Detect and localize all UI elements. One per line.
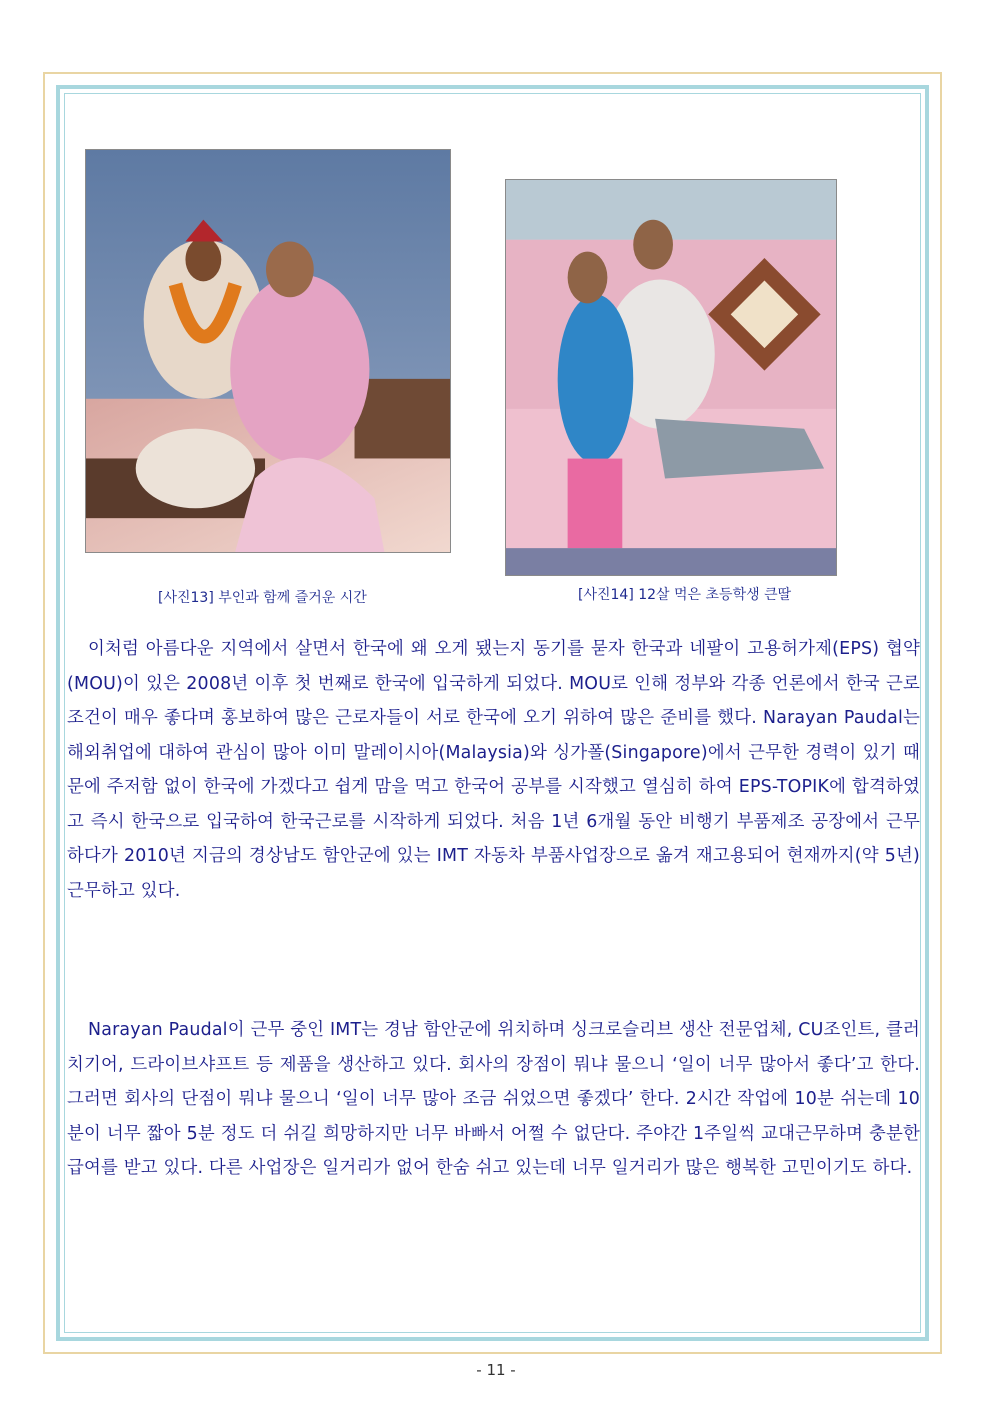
body-paragraph: Narayan Paudal이 근무 중인 IMT는 경남 함안군에 위치하며 싱크로슬리브 생산 전문업체, CU조인트, 클러치기어, 드라이브샤프트 등 제품을 생산하고 있다. 회사의 장점이 뭐냐 물으니 ‘일이 너무 많아서 좋다’고 한다. 그러면 회사의 단점이 뭐냐 물으니 ‘일이 너무 많아 조금 쉬었으면 좋겠다’ 한다. 2시간 작업에 10분 쉬는데 10분이 너무 짧아 5분 정도 더 쉬길 희망하지만 너무 바빠서 어쩔 수 없단다. 주야간 1주일씩 교대근무하며 충분한 급여를 받고 있다. 다른 사업장은 일거리가 없어 한숨 쉬고 있는데 너무 일거리가 많은 행복한 고민이기도 하다. bbox=[67, 1020, 920, 1178]
figure-caption: [사진13] 부인과 함께 즐거운 시간 bbox=[158, 590, 367, 606]
body-paragraph: 이처럼 아름다운 지역에서 살면서 한국에 왜 오게 됐는지 동기를 묻자 한국과 네팔이 고용허가제(EPS) 협약(MOU)이 있은 2008년 이후 첫 번째로 한국에 입국하게 되었다. MOU로 인해 정부와 각종 언론에서 한국 근로조건이 매우 좋다며 홍보하여 많은 근로자들이 서로 한국에 오기 위하여 많은 준비를 했다. Narayan Paudal는 해외취업에 대하여 관심이 많아 이미 말레이시아(Malaysia)와 싱가폴(Singapore)에서 근무한 경력이 있기 때문에 주저함 없이 한국에 가겠다고 쉽게 맘을 먹고 한국어 공부를 시작했고 열심히 하여 EPS-TOPIK에 합격하였고 즉시 한국으로 입국하여 한국근로를 시작하게 되었다. 처음 1년 6개월 동안 비행기 부품제조 공장에서 근무하다가 2010년 지금의 경상남도 함안군에 있는 IMT 자동차 부품사업장으로 옮겨 재고용되어 현재까지(약 5년) 근무하고 있다. bbox=[67, 639, 920, 901]
photo-daughter bbox=[505, 179, 837, 576]
page-number: - 11 - bbox=[476, 1361, 516, 1379]
figure-caption: [사진14] 12살 먹은 초등학생 큰딸 bbox=[578, 587, 792, 603]
photo-couple bbox=[85, 149, 451, 553]
